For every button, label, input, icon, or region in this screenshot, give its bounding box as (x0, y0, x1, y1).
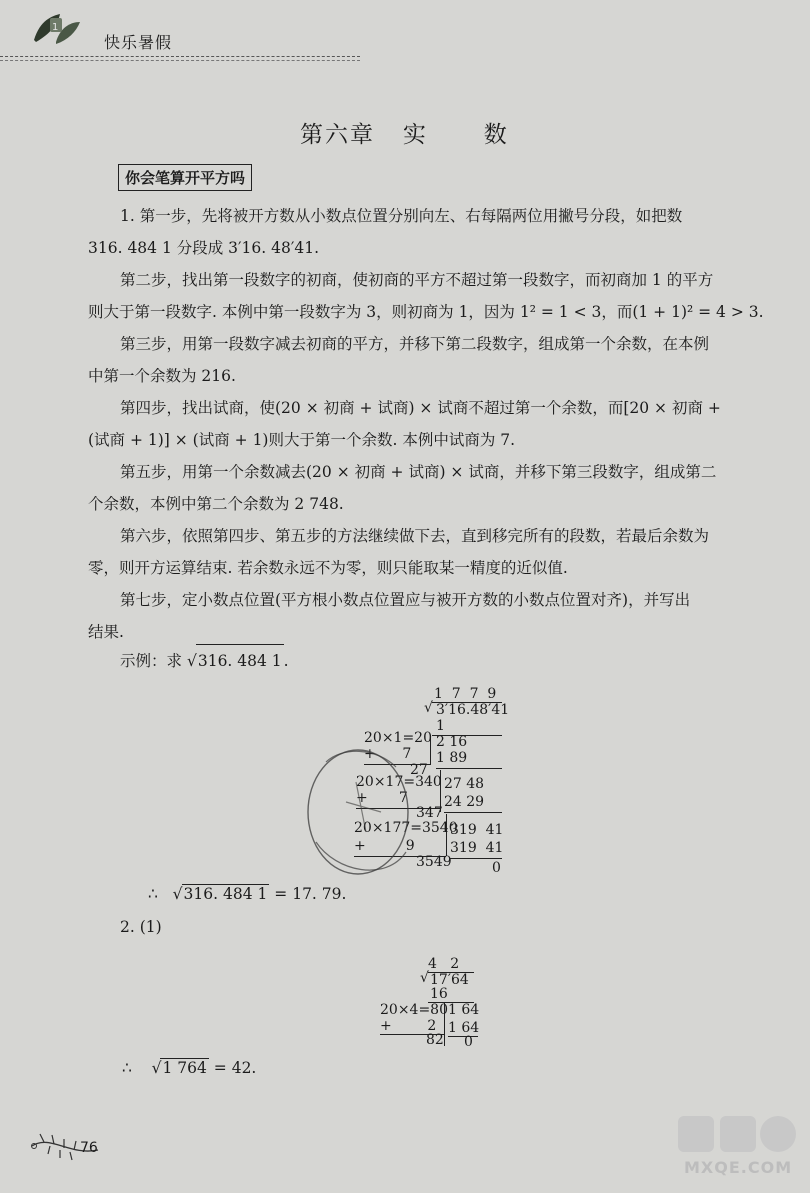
example-label: 示例：求 (120, 652, 183, 670)
div2-row-l1: 20×4=80 (380, 1002, 448, 1018)
step6-line2: 零，则开方运算结束. 若余数永远不为零，则只能取某一精度的近似值. (88, 559, 568, 577)
paragraph-step2 (88, 264, 768, 328)
sqrt-symbol: √ (186, 652, 197, 670)
step2-line2: 则大于第一段数字. 本例中第一段数字为 3，则初商为 1，因为 1² = 1 < 3，而(1 + 1)² = 4 > 3. (88, 303, 764, 321)
section-title: 你会笔算开平方吗 (118, 164, 252, 191)
div1-row-r1: 1 (436, 718, 445, 734)
div1-row-r4: 27 48 (444, 776, 485, 792)
step1-line2: 316. 484 1 分段成 3′16. 48′41. (88, 239, 320, 257)
step5-line1: 第五步，用第一个余数减去(20 × 初商 + 试商) × 试商，并移下第三段数字，组成第二 (120, 463, 717, 481)
div2-radicand: 17′64 (430, 972, 469, 988)
step6-line1: 第六步，依照第四步、第五步的方法继续做下去，直到移完所有的段数，若最后余数为 (120, 527, 710, 545)
div1-row-l1: 20×1=20 (364, 730, 432, 746)
page-number: 76 (80, 1140, 98, 1156)
watermark-text: MXQE.COM (684, 1158, 793, 1177)
step4-line2: (试商 + 1)] × (试商 + 1)则大于第一个余数. 本例中试商为 7. (88, 431, 516, 449)
result-problem2 (122, 1058, 256, 1077)
div1-row-l5: + 7 (356, 790, 408, 806)
div1-row-l2: + 7 (364, 746, 412, 762)
step4-line1: 第四步，找出试商，使(20 × 初商 + 试商) × 试商不超过第一个余数，而[20 × 初商 + (120, 399, 721, 417)
div1-row-l8: + 9 (354, 838, 415, 854)
sqrt-symbol: √ (151, 1059, 162, 1077)
div1-row-r3: 1 89 (436, 750, 468, 766)
result1-value: = 17. 79. (274, 885, 347, 903)
therefore-symbol: ∴ (122, 1059, 132, 1077)
stamp-watermark (296, 722, 426, 907)
header-divider (0, 56, 360, 57)
step5-line2: 个余数，本例中第二个余数为 2 748. (88, 495, 344, 513)
sqrt-symbol: √ (172, 885, 183, 903)
result-example (148, 884, 346, 903)
result2-value: = 42. (213, 1059, 257, 1077)
div1-row-l9: 3549 (416, 854, 452, 870)
div1-sqrt-sign: √ (424, 700, 433, 716)
div1-row-l3: 27 (410, 762, 428, 778)
example-radicand: 316. 484 1 (196, 644, 284, 677)
div2-row-l3: 82 (426, 1032, 444, 1048)
div1-row-l4: 20×17=340 (356, 774, 442, 790)
result2-radicand: 1 764 (162, 1059, 207, 1077)
div1-row-r7: 319 41 (450, 840, 504, 856)
div1-row-l7: 20×177=3540 (354, 820, 458, 836)
div1-row-r2: 2 16 (436, 734, 468, 750)
div2-row-r4: 0 (464, 1034, 473, 1050)
div2-row-r3: 1 64 (448, 1020, 480, 1036)
chapter-title: 第六章 实 数 (300, 122, 509, 148)
step1-line1: 1. 第一步，先将被开方数从小数点位置分别向左、右每隔两位用撇号分段，如把数 (120, 207, 683, 225)
leaf-logo-icon (30, 10, 82, 46)
step7-line2: 结果. (88, 623, 124, 641)
step3-line1: 第三步，用第一段数字减去初商的平方，并移下第二段数字，组成第一个余数，在本例 (120, 335, 710, 353)
step7-line1: 第七步，定小数点位置(平方根小数点位置应与被开方数的小数点位置对齐)，并写出 (120, 591, 691, 609)
svg-text:1: 1 (52, 22, 59, 33)
paragraph-step5 (88, 456, 768, 520)
div1-row-r6: 319 41 (450, 822, 504, 838)
header-title: 快乐暑假 (104, 33, 173, 52)
step3-line2: 中第一个余数为 216. (88, 367, 236, 385)
div2-row-r1: 16 (430, 986, 448, 1002)
header-divider-secondary (0, 60, 360, 61)
step2-line1: 第二步，找出第一段数字的初商，使初商的平方不超过第一段数字，而初商加 1 的平方 (120, 271, 714, 289)
div2-sqrt-sign: √ (420, 970, 429, 986)
therefore-symbol: ∴ (148, 885, 158, 903)
div1-row-l6: 347 (416, 805, 443, 821)
div2-quotient: 4 2 (428, 956, 460, 972)
div1-row-r5: 24 29 (444, 794, 485, 810)
div1-quotient: 1 7 7 9 (434, 686, 497, 702)
paragraph-step3 (88, 328, 768, 392)
div1-row-r8: 0 (492, 860, 501, 876)
paragraph-step7 (88, 584, 768, 648)
paragraph-step4 (88, 392, 768, 456)
paragraph-step6 (88, 520, 768, 584)
problem2-label: 2. (1) (120, 918, 162, 936)
div2-row-r2: 1 64 (448, 1002, 480, 1018)
page-header (0, 0, 810, 70)
div1-radicand: 3′16.48′41 (436, 702, 510, 718)
paragraph-step1 (88, 200, 768, 264)
example-end: . (283, 652, 289, 670)
example-line (88, 644, 768, 677)
result1-radicand: 316. 484 1 (183, 885, 268, 903)
div2-row-l2: + 2 (380, 1018, 437, 1034)
